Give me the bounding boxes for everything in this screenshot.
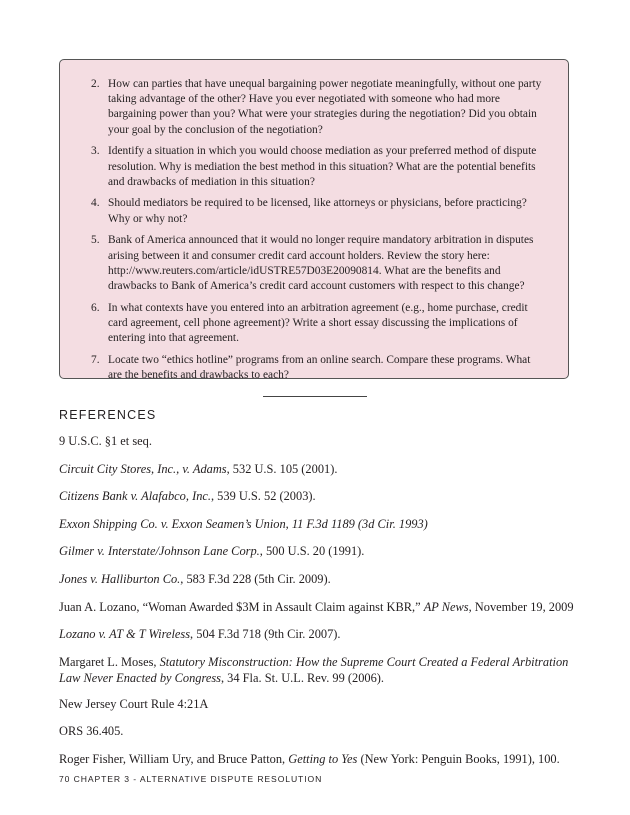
reference-item: Lozano v. AT & T Wireless, 504 F.3d 718 (9th Cir. 2007). (59, 627, 341, 642)
references-heading: REFERENCES (59, 408, 157, 422)
reference-item: Gilmer v. Interstate/Johnson Lane Corp., 500 U.S. 20 (1991). (59, 544, 365, 559)
question-number: 2. (91, 78, 100, 90)
question-list (91, 77, 546, 383)
reference-item: ORS 36.405. (59, 724, 124, 739)
question-number: 3. (91, 145, 100, 158)
discussion-questions-box (59, 59, 569, 379)
reference-item: Margaret L. Moses, Statutory Misconstruction: How the Supreme Court Created a Federal Arbitration Law Never Enacted by Congress, 34 Fla. St. U.L. Rev. 99 (2006). (59, 654, 569, 685)
question-number: 4. (91, 197, 100, 210)
reference-item: Jones v. Halliburton Co., 583 F.3d 228 (5th Cir. 2009). (59, 571, 331, 586)
question-number: 7. (91, 353, 100, 366)
question-number: 5. (91, 234, 100, 247)
question-text: How can parties that have unequal bargaining power negotiate meaningfully, without one party taking advantage of the other? Have you ever negotiated with someone who had more bargaining power than you? What were your strategies during the negotiation? Did you obtain your goal by the conclusion of the negotiation? (108, 78, 542, 136)
page-footer: 70 CHAPTER 3 - ALTERNATIVE DISPUTE RESOLUTION (59, 774, 323, 784)
question-item (91, 301, 546, 347)
question-text: Locate two “ethics hotline” programs from an online search. Compare these programs. What are the benefits and drawbacks to each? (108, 353, 531, 381)
question-item (91, 77, 546, 138)
reference-item: Circuit City Stores, Inc., v. Adams, 532 U.S. 105 (2001). (59, 461, 338, 476)
references-list (59, 433, 579, 779)
reference-item: Exxon Shipping Co. v. Exxon Seamen’s Union, 11 F.3d 1189 (3d Cir. 1993) (59, 516, 428, 531)
question-number: 6. (91, 301, 100, 314)
reference-item: Roger Fisher, William Ury, and Bruce Patton, Getting to Yes (New York: Penguin Books, 1991), 100. (59, 751, 560, 766)
section-divider (263, 396, 367, 397)
question-text: Bank of America announced that it would no longer require mandatory arbitration in disputes arising between it and consumer credit card account holders. Review the story here: http://www.reuters.com/article/idUSTRE57D03E20090814. What are the benefits and drawbacks to Bank of America’s credit card account customers with respect to this change? (108, 234, 534, 292)
question-item (91, 353, 546, 383)
question-item (91, 144, 546, 190)
reference-item: Citizens Bank v. Alafabco, Inc., 539 U.S. 52 (2003). (59, 489, 316, 504)
question-item (91, 233, 546, 294)
question-text: Identify a situation in which you would choose mediation as your preferred method of dispute resolution. Why is mediation the best method in this situation? What are the potential benefits and drawbacks of mediation in this situation? (108, 145, 537, 188)
reference-item: Juan A. Lozano, “Woman Awarded $3M in Assault Claim against KBR,” AP News, November 19, 2009 (59, 599, 574, 614)
reference-item: 9 U.S.C. §1 et seq. (59, 434, 152, 448)
question-item (91, 196, 546, 226)
question-text: Should mediators be required to be licensed, like attorneys or physicians, before practicing? Why or why not? (108, 197, 527, 225)
reference-item: New Jersey Court Rule 4:21A (59, 696, 209, 711)
question-text: In what contexts have you entered into an arbitration agreement (e.g., home purchase, credit card agreement, cell phone agreement)? Write a short essay discussing the implications of entering into that agreement. (108, 301, 528, 345)
